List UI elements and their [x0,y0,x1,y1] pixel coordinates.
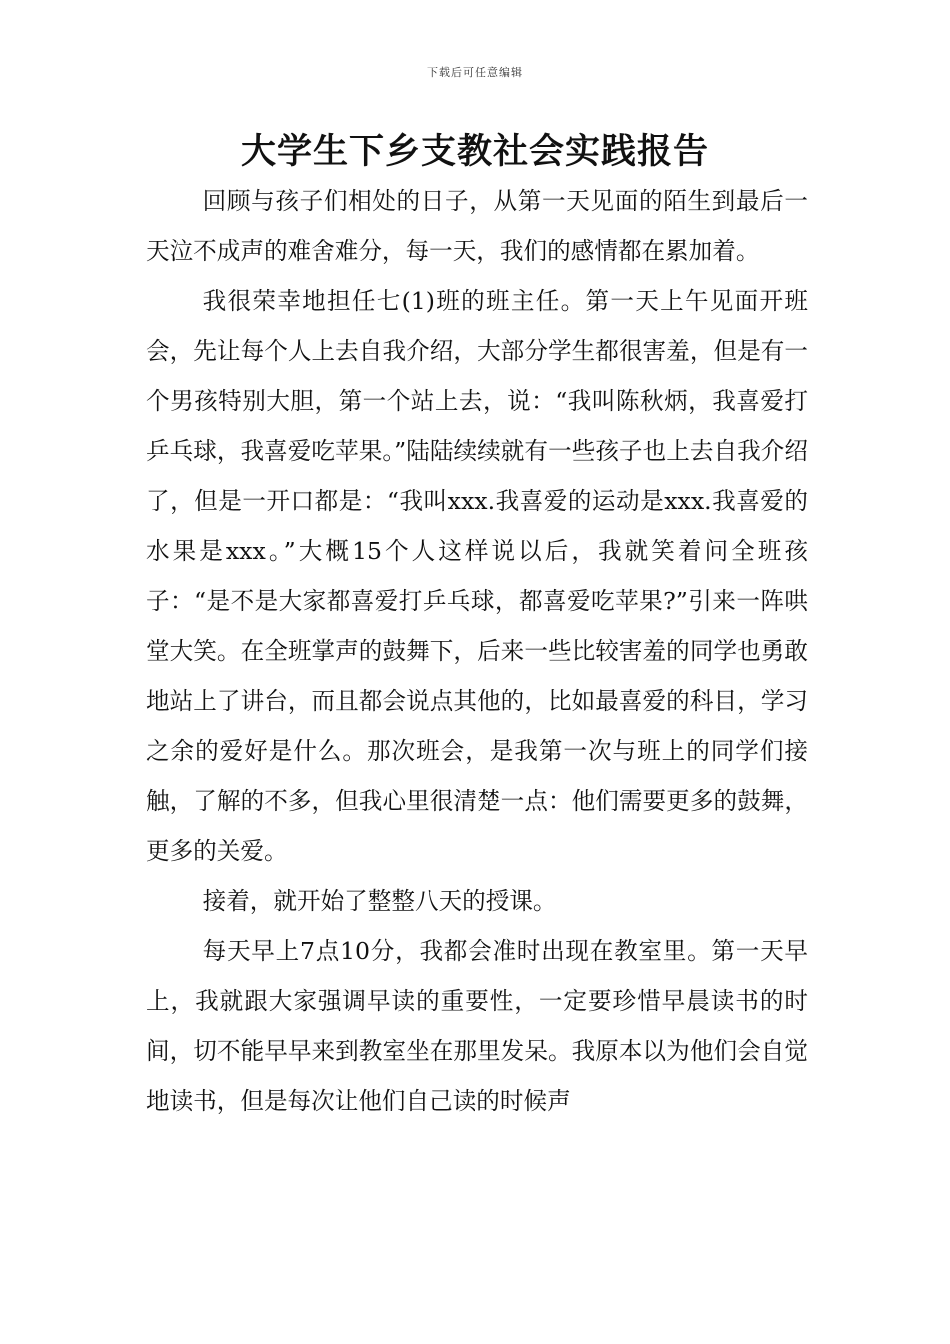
paragraph-2: 我很荣幸地担任七(1)班的班主任。第一天上午见面开班会，先让每个人上去自我介绍，大部分学生都很害羞，但是有一个男孩特别大胆，第一个站上去，说：“我叫陈秋炳，我喜爱打乒乓球，我喜爱吃苹果。”陆陆续续就有一些孩子也上去自我介绍了，但是一开口都是：“我叫xxx.我喜爱的运动是xxx.我喜爱的水果是xxx。”大概15个人这样说以后，我就笑着问全班孩子：“是不是大家都喜爱打乒乓球，都喜爱吃苹果?”引来一阵哄堂大笑。在全班掌声的鼓舞下，后来一些比较害羞的同学也勇敢地站上了讲台，而且都会说点其他的，比如最喜爱的科目，学习之余的爱好是什么。那次班会，是我第一次与班上的同学们接触，了解的不多，但我心里很清楚一点：他们需要更多的鼓舞，更多的关爱。 [146,287,808,865]
document-title: 大学生下乡支教社会实践报告 [240,132,709,172]
paragraph-3: 接着，就开始了整整八天的授课。 [202,887,557,915]
paragraph-4: 每天早上7点10分，我都会准时出现在教室里。第一天早上，我就跟大家强调早读的重要性，一定要珍惜早晨读书的时间，切不能早早来到教室坐在那里发呆。我原本以为他们会自觉地读书，但是每次让他们自己读的时候声 [146,937,808,1115]
header-note: 下载后可任意编辑 [427,66,523,79]
document-body [146,176,808,1126]
paragraph-1: 回顾与孩子们相处的日子，从第一天见面的陌生到最后一天泣不成声的难舍难分，每一天，我们的感情都在累加着。 [146,187,808,265]
